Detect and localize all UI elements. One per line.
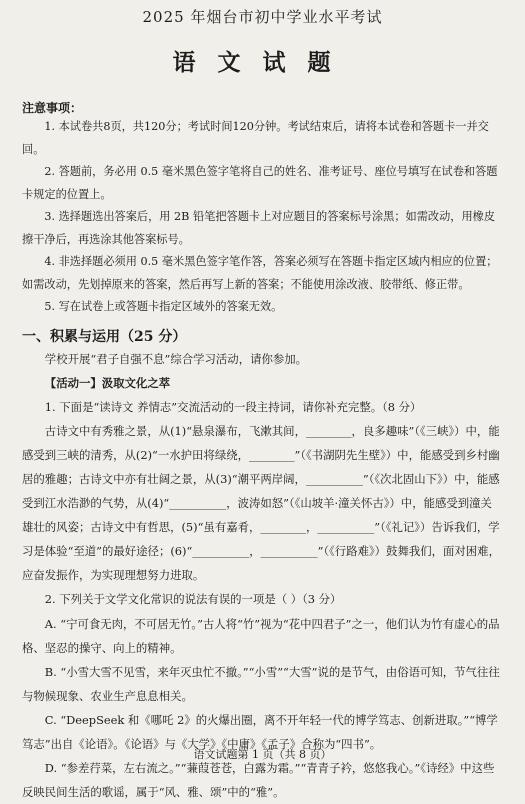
question-2-option-a: A. “宁可食无肉，不可居无竹。”古人将“竹”视为“花中四君子”之一，他们认为竹有虚心的品格、坚忍的操守、向上的精神。: [22, 612, 503, 660]
exam-title: 2025 年烟台市初中学业水平考试: [22, 6, 503, 28]
question-2-option-b: B. “小雪大雪不见雪，来年灭虫忙不撤。”“小雪”“大雪”说的是节气，由俗语可知，节气往往与物候现象、农业生产息息相关。: [22, 660, 503, 708]
section-body: [22, 347, 503, 804]
notice-item: 1. 本试卷共8页，共120分；考试时间120分钟。考试结束后，请将本试卷和答题卡一并交回。: [22, 116, 503, 161]
question-1-stem: 1. 下面是“读诗文 养情志”交流活动的一段主持词，请你补充完整。（8 分）: [22, 395, 503, 419]
notice-item: 2. 答题前，务必用 0.5 毫米黑色签字笔将自己的姓名、准考证号、座位号填写在试卷和答题卡规定的位置上。: [22, 161, 503, 206]
notice-item: 4. 非选择题必须用 0.5 毫米黑色签字笔作答，答案必须写在答题卡指定区域内相应的位置；如需改动，先划掉原来的答案，然后再写上新的答案；不能使用涂改液、胶带纸、修正带。: [22, 251, 503, 296]
notice-item: 5. 写在试卷上或答题卡指定区域外的答案无效。: [22, 296, 503, 319]
subject-title: 语文试题: [22, 46, 503, 80]
notice-item: 3. 选择题选出答案后，用 2B 铅笔把答题卡上对应题目的答案标号涂黑；如需改动，用橡皮擦干净后，再选涂其他答案标号。: [22, 206, 503, 251]
page-footer: 语文试题第 1 页（共 8 页）: [0, 748, 525, 762]
activity-heading: 【活动一】汲取文化之萃: [22, 371, 503, 395]
question-1-passage: 古诗文中有秀雅之景，从(1)“悬泉瀑布，飞漱其间，________，良多趣味”（《三峡》）中，能感受到三峡的清秀，从(2)“一水护田将绿绕，________”（《书湖阴先生壁》）中，能感受到乡村幽居的雅趣；古诗文中亦有壮阔之景，从(3)“潮平两岸阔，__________”（《次北固山下》）中，能感受到江水浩渺的气势，从(4)“__________，波涛如怒”（《山坡羊·潼关怀古》）中，能感受到潼关雄壮的风姿；古诗文中有哲思，(5)“虽有嘉肴，________，__________”（《礼记》）告诉我们，学习是体验“至道”的最好途径；(6)“__________，__________”（《行路难》）鼓舞我们，面对困难，应奋发振作，为实现理想努力进取。: [22, 419, 503, 588]
question-2-option-d: D. “参差荇菜，左右流之。”“蒹葭苍苍，白露为霜。”“青青子衿，悠悠我心。”《诗经》中这些反映民间生活的歌谣，属于“风、雅、颂”中的“雅”。: [22, 756, 503, 804]
section-intro: 学校开展“君子自强不息”综合学习活动，请你参加。: [22, 347, 503, 371]
question-2-option-c: C. “DeepSeek 和《哪吒 2》的火爆出圈，离不开年轻一代的博学笃志、创新进取。”“博学笃志”出自《论语》。《论语》与《大学》《中庸》《孟子》合称为“四书”。: [22, 708, 503, 756]
notice-heading: 注意事项：: [22, 100, 503, 116]
section-heading: 一、积累与运用（25 分）: [22, 327, 503, 347]
question-2-stem: 2. 下列关于文学文化常识的说法有误的一项是（ ）（3 分）: [22, 587, 503, 611]
notice-list: [22, 116, 503, 319]
